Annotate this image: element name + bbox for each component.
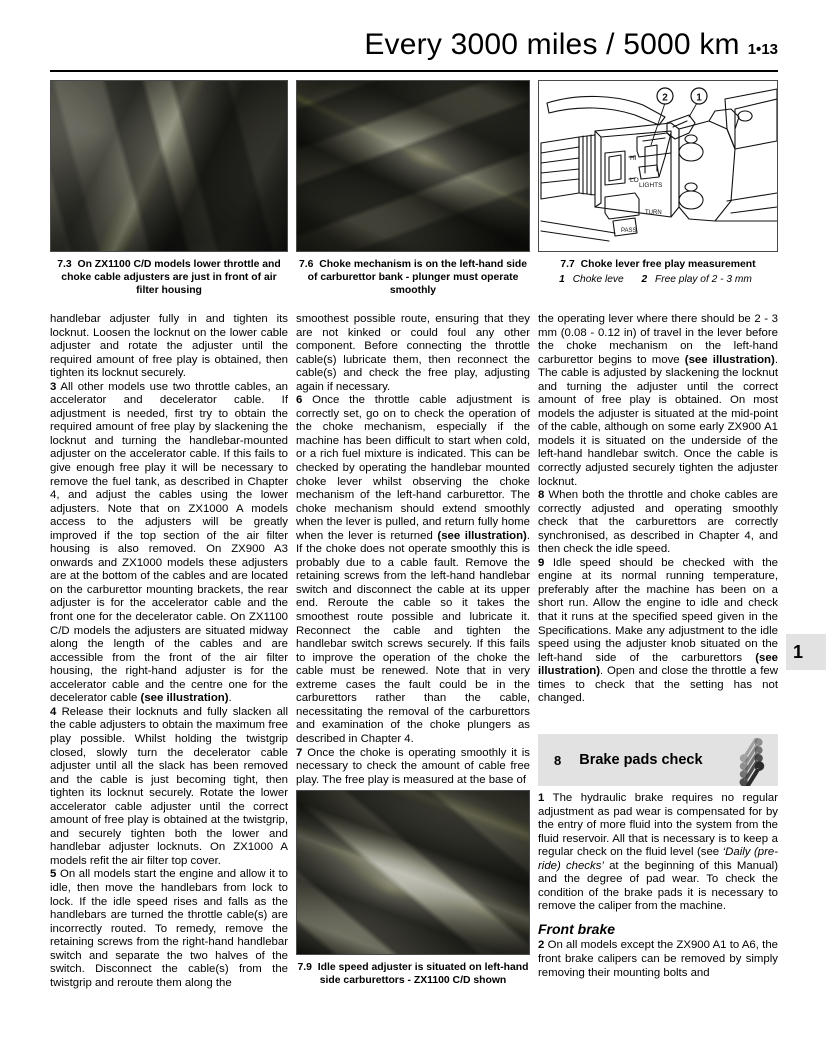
figure-7-3-caption-text: On ZX1100 C/D models lower throttle and choke cable adjusters are just in front of air filter housing [61, 259, 281, 296]
left-step-4-text: Release their locknuts and fully slacken all the cable adjusters to obtain the maximum free play possible. Whilst holding the twistgrip closed, slowly turn the decelerator cable adjuster until all the slack has been removed and the cable is just becoming tight, then tighten its locknut securely. Rotate the lower accelerator cable adjuster until the correct amount of free play is obtained at the twistgrip, and securely tighten both the lower and handlebar adjuster locknuts. On ZX1000 A models refit the air filter top cover. [50, 705, 288, 867]
right-section-step-1-number: 1 [538, 792, 545, 804]
sub-heading-front-brake: Front brake [538, 920, 616, 937]
right-section-step-1 [538, 792, 778, 914]
switch-label-hi: HI [630, 155, 637, 162]
middle-step-7-number: 7 [296, 746, 303, 759]
figure-7-7-key-item-1 [559, 274, 628, 285]
right-step-9-text: Idle speed should be checked with the engine at its normal running temperature, preferably after the machine has been on a short run. Allow the engine to idle and check that it runs at the specified speed given in the Specifications. Make any adjustment to the idle speed using the adjuster knob situated on the left-hand side of the carburettors [538, 556, 778, 664]
column-left [50, 313, 288, 990]
figure-7-7 [538, 80, 778, 285]
key-1-text: Choke leve [572, 274, 624, 285]
left-para-continuation: handlebar adjuster fully in and tighten its locknut. Loosen the locknut on the lower cable adjuster and rotate the adjuster until the required amount of free play is obtained, then tighten its locknut securely. [50, 313, 288, 380]
page-title: Every 3000 miles / 5000 km [364, 28, 740, 61]
left-step-5 [50, 868, 288, 990]
middle-step-6 [296, 394, 530, 746]
left-step-3 [50, 381, 288, 706]
right-step-9-tail: . Open and close the throttle a few times to check that the setting has not changed. [538, 665, 778, 705]
right-section-step-1-text: The hydraulic brake requires no regular adjustment as pad wear is compensated for by the entry of more fluid into the system from the fluid reservoir. All that is necessary is to keep a regular check on the fluid level (see [538, 792, 778, 859]
figure-7-6 [296, 80, 530, 297]
right-step-8 [538, 489, 778, 557]
section-title: Brake pads check [579, 752, 703, 768]
right-sub-step-2-text: On all models except the ZX900 A1 to A6, the front brake calipers can be removed by simply removing their mounting bolts and [538, 939, 778, 979]
page-header [50, 28, 778, 62]
figure-7-9-number: 7.9 [297, 962, 312, 973]
middle-para-continuation: smoothest possible route, ensuring that they are not kinked or could foul any other component. Before connecting the throttle cable(s) lubricate them, then reconnect the cable(s) and check the free play, adjusting again if necessary. [296, 313, 530, 393]
middle-step-6-bold: (see illustration) [437, 529, 527, 542]
right-para-continuation-tail: . The cable is adjusted by slackening the locknut and turning the adjuster until the correct amount of free play is obtained. On most models the adjuster is situated at the mid-point of the cable, although on some early ZX900 A1 models it is situated on the underside of the left-hand handlebar switch. Once the cable is correctly adjusted securely tighten the adjuster locknut. [538, 353, 778, 488]
figure-7-3 [50, 80, 288, 297]
figure-7-6-caption [296, 258, 530, 297]
figure-7-7-caption-text: Choke lever free play measurement [580, 259, 756, 270]
figure-7-7-image [538, 80, 778, 252]
column-right-lower [538, 792, 778, 980]
handlebar-switch-line-art [539, 81, 778, 252]
choke-mechanism-photo [297, 81, 529, 251]
chapter-tab-number: 1 [793, 641, 804, 662]
figure-7-3-number: 7.3 [57, 259, 72, 270]
column-right-upper [538, 313, 778, 706]
figure-7-9-image [296, 790, 530, 955]
right-step-9 [538, 557, 778, 706]
callout-1-label: 1 [696, 92, 702, 104]
idle-speed-adjuster-photo [297, 791, 529, 954]
switch-label-lo: LO [630, 177, 639, 184]
figure-7-7-key [538, 274, 778, 285]
right-sub-step-2 [538, 939, 778, 980]
figure-7-3-image [50, 80, 288, 252]
section-number: 8 [554, 752, 562, 768]
page-number: 1•13 [747, 41, 778, 58]
key-2-number: 2 [641, 274, 648, 285]
figure-7-7-key-item-2 [642, 274, 757, 285]
right-step-8-text: When both the throttle and choke cables are correctly adjusted and operating smoothly check that the carburettors are correctly synchronised, as described in Chapter 4, and then check the idle speed. [538, 489, 778, 556]
figure-7-3-caption [50, 258, 288, 297]
left-step-5-text: On all models start the engine and allow it to idle, then move the handlebars from lock to lock. If the idle speed rises and falls as the handlebars are turned the throttle cable(s) are incorrectly routed. To remedy, remove the retaining screws from the right-hand handlebar switch and separate the two halves of the switch. Disconnect the cable(s) from the twistgrip and reroute them along the [50, 868, 288, 989]
middle-step-7-text: Once the choke is operating smoothly it is necessary to check the amount of cable free play. The free play is measured at the base of [296, 746, 530, 786]
switch-label-lights: LIGHTS [639, 182, 663, 189]
right-step-9-bold: (see illustration) [538, 651, 778, 678]
figure-7-6-number: 7.6 [298, 259, 314, 270]
choke-lever-free-play-diagram [539, 81, 777, 251]
left-step-3-tail: . [228, 692, 232, 705]
right-section-step-1-italic: ‘Daily (pre-ride) checks’ [538, 846, 778, 872]
right-para-continuation-bold: (see illustration) [684, 353, 775, 366]
middle-step-6-number: 6 [296, 394, 303, 407]
left-step-3-text: All other models use two throttle cables, an accelerator and decelerator cable. If adjustment is needed, first try to obtain the required amount of free play by slackening the locknut and turning the handlebar-mounted adjuster on the accelerator cable. If this fails to give enough free play it will be necessary to remove the fuel tank, as described in Chapter 4, and adjust the cables using the lower adjusters. Note that on ZX1000 A models access to the adjusters will be greatly improved if the top section of the air filter housing is also removed. On ZX900 A3 onwards and ZX1000 models these adjusters are at the bottom of the cables and are located on the carburettor mounting brackets, the rear adjuster is for the accelerator cable and the front one for the decelerator cable. On ZX1100 C/D models the adjusters are situated midway along the length of the cables and are accessible from the front of the air filter housing, the right-hand adjuster is for the accelerator cable and the centre one for the decelerator cable [50, 380, 288, 705]
right-para-continuation-text: the operating lever where there should be 2 - 3 mm (0.08 - 0.12 in) of travel in the lever before the choke mechanism on the left-hand carburettor begins to move [538, 313, 778, 366]
key-2-text: Free play of 2 - 3 mm [655, 274, 752, 285]
left-step-3-bold: (see illustration) [140, 692, 229, 705]
spanner-rating-icon [736, 738, 770, 786]
figure-7-7-number: 7.7 [560, 259, 575, 270]
key-1-number: 1 [559, 274, 565, 285]
figure-7-9-caption [296, 961, 530, 987]
left-step-5-number: 5 [50, 868, 57, 881]
middle-step-6-tail: . If the choke does not operate smoothly this is probably due to a cable fault. Remove the retaining screws from the left-hand handlebar switch and disconnect the cable at its upper end. Reroute the cable so it takes the smoothest route possible and lubricate it. Reconnect the cable and tighten the handlebar switch screws securely. If this fails to improve the operation of the choke the cable must be renewed. Note that in very extreme cases the fault could be in the carburettors rather than the cable, necessitating the removal of the carburettors and examination of the choke plungers as described in Chapter 4. [296, 529, 530, 745]
column-middle [296, 313, 530, 787]
switch-label-turn: TURN [645, 210, 662, 216]
callout-2-label: 2 [662, 92, 668, 104]
right-para-continuation [538, 313, 778, 489]
switch-label-pass: PASS [621, 228, 637, 234]
middle-step-6-text: Once the throttle cable adjustment is correctly set, go on to check the operation of the choke mechanism, especially if the machine has been difficult to start when cold, or a rich fuel mixture is indicated. This can be checked by operating the handlebar mounted choke lever whilst observing the choke mechanism of the left-hand carburettor. The choke mechanism should extend smoothly when the lever is pulled, and return fully home when the lever is returned [296, 394, 530, 542]
throttle-choke-adjusters-photo [51, 81, 287, 251]
right-section-step-1-tail: at the beginning of this Manual) and the degree of pad wear. To check the condition of the brake pads it is necessary to remove the caliper from the machine. [538, 859, 779, 913]
figure-7-6-image [296, 80, 530, 252]
left-step-3-number: 3 [50, 380, 57, 393]
section-header-brake-pads-check [538, 734, 778, 786]
header-rule [50, 70, 778, 72]
spanner-rating-svg [736, 738, 770, 786]
chapter-tab [786, 634, 826, 670]
figure-7-9-caption-text: Idle speed adjuster is situated on left-hand side carburettors - ZX1100 C/D shown [317, 962, 529, 986]
right-step-9-number: 9 [538, 556, 545, 569]
right-sub-step-2-number: 2 [538, 939, 545, 952]
middle-step-7 [296, 747, 530, 788]
figure-7-6-caption-text: Choke mechanism is on the left-hand side of carburettor bank - plunger must operate smoothly [307, 259, 528, 296]
figure-7-9 [296, 790, 530, 987]
figure-7-7-caption [538, 258, 778, 271]
left-step-4-number: 4 [50, 705, 57, 718]
left-step-4 [50, 706, 288, 869]
right-step-8-number: 8 [538, 489, 545, 502]
